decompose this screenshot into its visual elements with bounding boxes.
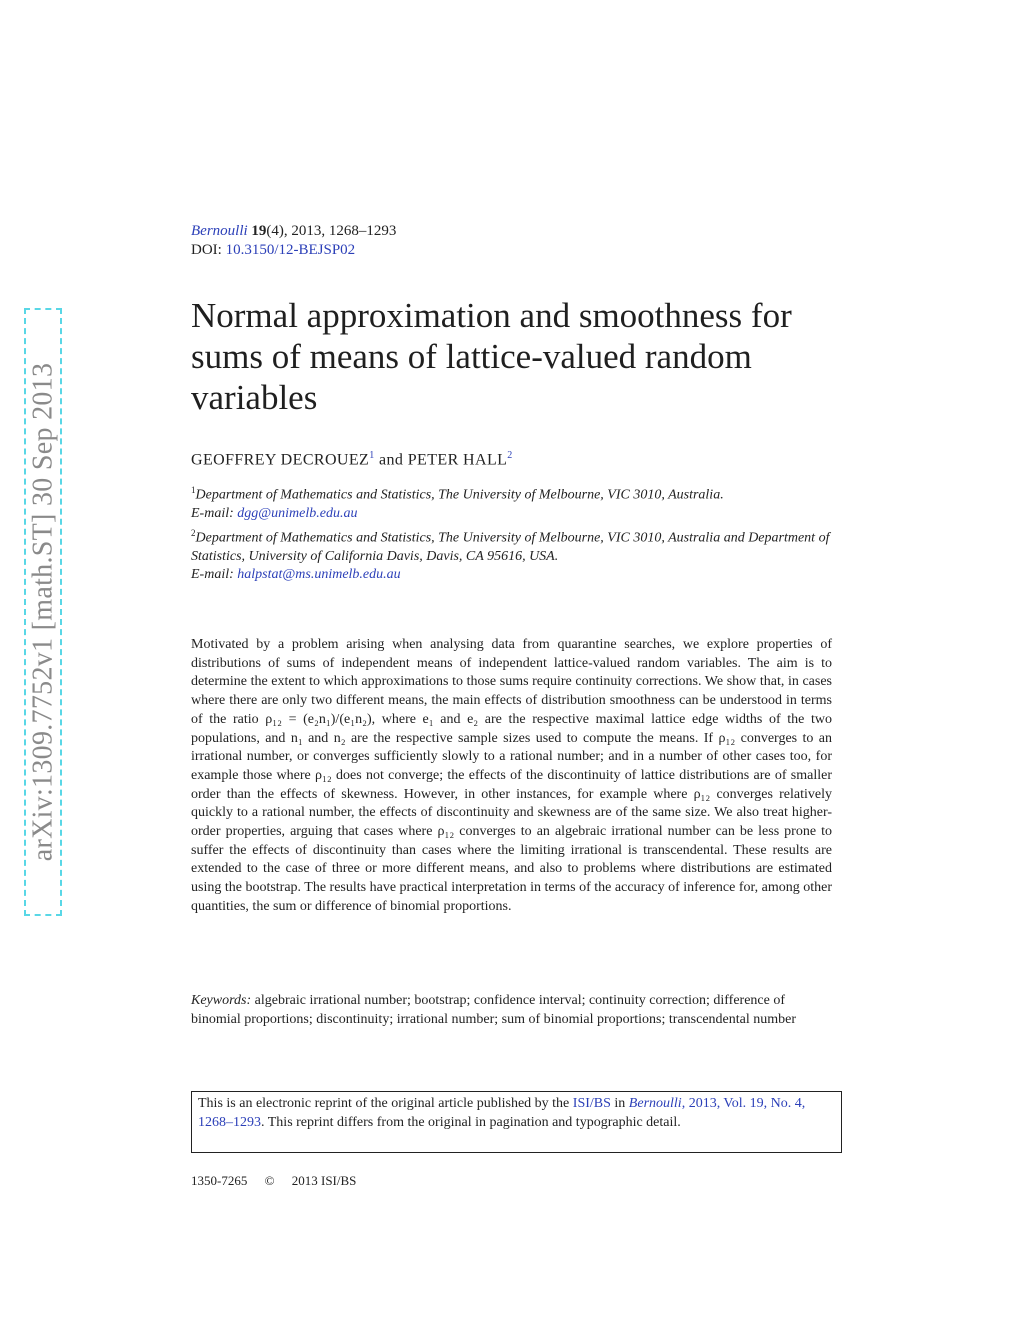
author-conjunction: and [379, 451, 404, 469]
arxiv-side-stamp[interactable] [24, 308, 62, 916]
affiliation-mark[interactable]: 1 [369, 450, 375, 461]
reprint-text-end: . This reprint differs from the original in pagination and typographic detail. [261, 1114, 681, 1130]
affiliation-2 [191, 524, 836, 567]
copyright-footer [191, 1173, 356, 1189]
citation-line [191, 222, 396, 241]
affiliations [191, 481, 836, 585]
affiliation-mark: 1 [191, 485, 196, 495]
reprint-text: This is an electronic reprint of the original article published by the [198, 1096, 570, 1111]
affiliation-text: Department of Mathematics and Statistics, The University of Melbourne, VIC 3010, Australia. [195, 487, 724, 503]
journal-link[interactable]: Bernoulli [191, 223, 248, 239]
keywords-text: algebraic irrational number; bootstrap; confidence interval; continuity correction; difference of binomial proportions; discontinuity; irrational number; sum of binomial proportions; transcendental number [191, 993, 797, 1027]
volume-number: 19 [251, 223, 267, 239]
email-line-1 [191, 505, 836, 524]
copyright-text: 2013 ISI/BS [291, 1173, 357, 1188]
doi-line [191, 241, 396, 260]
issue-pages: (4), 2013, 1268–1293 [266, 223, 397, 239]
email-label: E-mail: [191, 567, 234, 583]
keywords [191, 992, 832, 1029]
affiliation-mark[interactable]: 2 [507, 450, 513, 461]
doi-label: DOI: [191, 242, 222, 258]
abstract: Motivated by a problem arising when analysing data from quarantine searches, we explore properties of distributions of sums of independent means of independent lattice-valued random variables. The aim is to determine the extent to which approximations to those sums require continuity corrections. We show that, in cases where there are only two different means, the main effects of distribution smoothness can be understood in terms of the ratio ρ₁₂ = (e₂n₁)/(e₁n₂), where e₁ and e₂ are the respective maximal lattice edge widths of the two populations, and n₁ and n₂ are the respective sample sizes used to compute the means. If ρ₁₂ converges to an irrational number, or converges sufficiently slowly to a rational number; and in a number of other cases too, for example those where ρ₁₂ does not converge; the effects of the discontinuity of lattice distributions are of smaller order than the effects of skewness. However, in other instances, for example where ρ₁₂ converges relatively quickly to a rational number, the effects of discontinuity and skewness are of the same size. We also treat higher-order properties, arguing that cases where ρ₁₂ converges to an algebraic irrational number can be less prone to suffer the effects of discontinuity than cases where the limiting irrational is transcendental. These results are extended to the case of three or more different means, and also to problems where distributions are estimated using the bootstrap. The results have practical interpretation in terms of the accuracy of inference for, among other quantities, the sum or difference of binomial proportions. [191, 637, 832, 914]
email-line-2 [191, 566, 836, 585]
affiliation-mark: 2 [191, 527, 196, 538]
doi-link[interactable]: 10.3150/12-BEJSP02 [225, 242, 356, 258]
issn: 1350-7265 [191, 1173, 248, 1188]
affiliation-1 [191, 481, 836, 505]
author-list [191, 450, 513, 469]
journal-header [191, 222, 396, 260]
affiliation-text: Department of Mathematics and Statistics, The University of Melbourne, VIC 3010, Australia and Department of Statistics, University of California Davis, Davis, CA 95616, USA. [191, 530, 830, 564]
reprint-citation-link[interactable]: , 2013, Vol. 19, No. 4, 1268–1293 [198, 1096, 806, 1130]
paper-title: Normal approximation and smoothness for sums of means of lattice-valued random variables [191, 296, 792, 417]
author-name: GEOFFREY DECROUEZ [191, 451, 370, 469]
email-label: E-mail: [191, 506, 234, 522]
reprint-notice [191, 1091, 842, 1153]
email-link[interactable]: dgg@unimelb.edu.au [237, 506, 358, 522]
email-link[interactable]: halpstat@ms.unimelb.edu.au [237, 567, 401, 583]
author-name: PETER HALL [407, 451, 508, 469]
arxiv-identifier: arXiv:1309.7752v1 [math.ST] 30 Sep 2013 [27, 362, 59, 862]
publisher-link[interactable]: ISI/BS [572, 1096, 611, 1111]
copyright-symbol: © [264, 1173, 275, 1188]
reprint-journal-link[interactable]: Bernoulli [628, 1096, 682, 1111]
reprint-in: in [614, 1096, 626, 1111]
keywords-label: Keywords: [191, 993, 252, 1008]
